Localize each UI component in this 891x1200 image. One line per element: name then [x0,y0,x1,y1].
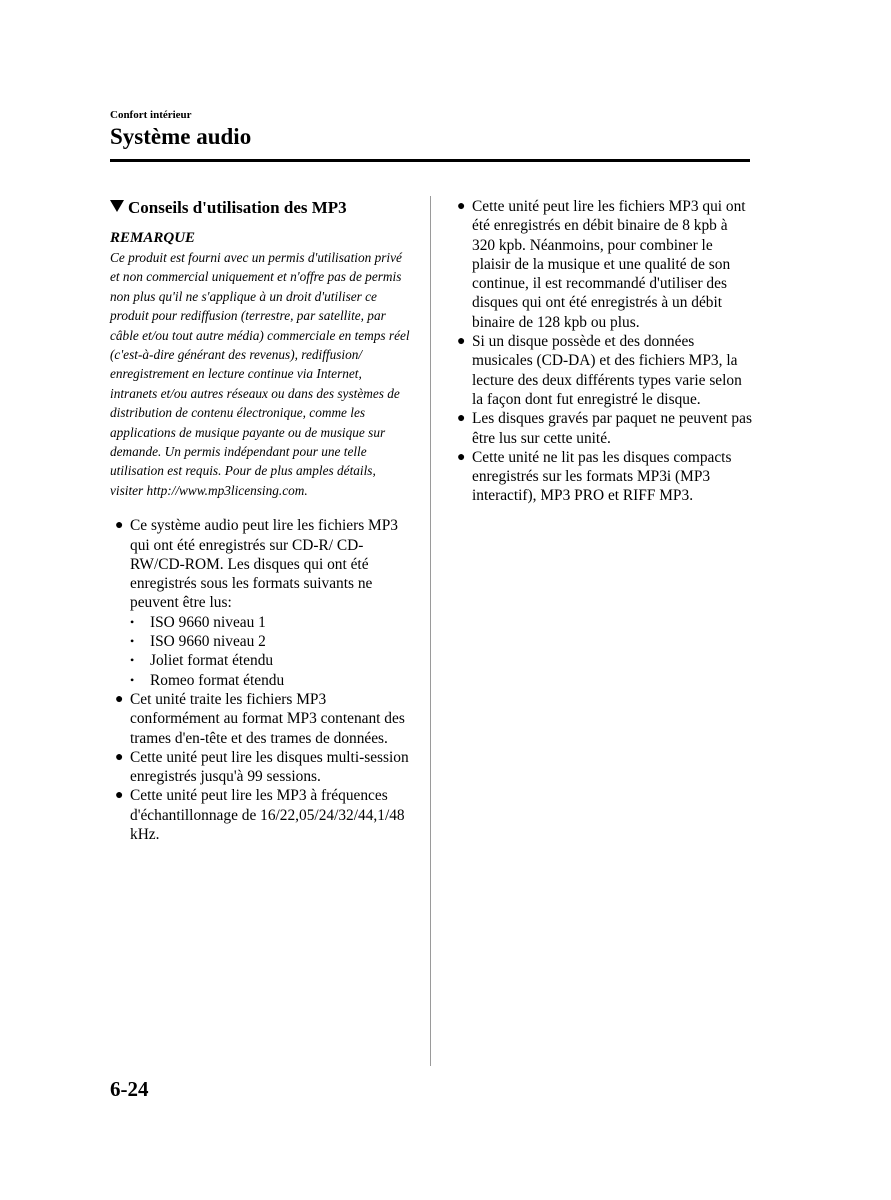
right-column [452,197,754,506]
list-item-text: Les disques gravés par paquet ne peuvent pas être lus sur cette unité. [472,410,752,447]
sublist-item [130,632,412,651]
note-title: REMARQUE [110,230,196,246]
bullet-icon: ● [457,334,466,350]
sub-bullet-icon: • [130,614,135,629]
list-item [452,448,754,506]
bullet-icon: ● [457,411,466,427]
note-text: Ce produit est fourni avec un permis d'utilisation privé et non commercial uniquement et n'offre pas de permis non plus qu'il ne s'applique à un droit d'utiliser ce produit pour rediffusion (terrestre, par satellite, par câble et/ou tout autre média) commerciale en temps réel (c'est-à-dire générant des revenus), rediffusion/ enregistrement en lecture continue via Internet, intranets et/ou autres réseaux ou dans des systèmes de distribution de contenu électronique, comme les applications de musique payante ou de musique sur demande. Un permis indépendant pour une telle utilisation est requis. Pour de plus amples détails, visiter http://www.mp3licensing.com. [110,250,410,498]
sub-bullet-icon: • [130,634,135,649]
list-item [110,748,412,787]
left-column [110,196,412,844]
list-item [110,786,412,844]
list-item-text: Cette unité peut lire les fichiers MP3 qui ont été enregistrés en débit binaire de 8 kpb à 320 kpb. Néanmoins, pour combiner le plaisir de la musique et une qualité de son continue, il est recommandé d'utiliser des disques qui ont été enregistrés à un débit binaire de 128 kpb ou plus. [472,198,746,331]
column-divider [430,196,431,1066]
sub-bullet-icon: • [130,653,135,668]
sublist-item-text: ISO 9660 niveau 2 [150,633,266,651]
triangle-down-icon [110,200,124,212]
sublist-item-text: Joliet format étendu [150,652,274,670]
sub-bullet-icon: • [130,672,135,687]
section-label: Confort intérieur [110,109,192,121]
sublist-item [130,671,412,690]
bullet-icon: ● [115,788,124,804]
list-item [452,332,754,409]
page-number: 6-24 [110,1077,149,1101]
bullet-icon: ● [115,691,124,707]
sublist-item-text: Romeo format étendu [150,671,285,689]
page-title: Système audio [110,124,252,149]
list-item-text: Cet unité traite les fichiers MP3 conformément au format MP3 contenant des trames d'en-tête et des trames de données. [130,690,405,747]
bullet-icon: ● [457,199,466,214]
section-heading-text: Conseils d'utilisation des MP3 [128,198,347,217]
sublist-item [130,613,412,632]
list-item-text: Cette unité ne lit pas les disques compacts enregistrés sur les formats MP3i (MP3 interactif), MP3 PRO et RIFF MP3. [472,448,732,505]
list-item-text: Ce système audio peut lire les fichiers MP3 qui ont été enregistrés sur CD-R/ CD-RW/CD-ROM. Les disques qui ont été enregistrés sous les formats suivants ne peuvent être lus: [130,517,398,612]
list-item-text: Cette unité peut lire les disques multi-session enregistrés jusqu'à 99 sessions. [130,748,409,786]
list-item [110,516,412,690]
left-bullet-list [110,516,412,844]
list-item-text: Si un disque possède et des données musicales (CD-DA) et des fichiers MP3, la lecture des deux différents types varie selon la façon dont fut enregistré le disque. [472,333,742,408]
bullet-icon: ● [115,749,124,765]
list-item [452,197,754,332]
list-item [452,409,754,448]
bullet-icon: ● [457,449,466,465]
sublist-item [130,651,412,670]
title-rule [110,159,750,162]
section-heading [110,196,412,220]
list-item [110,690,412,748]
right-bullet-list [452,197,754,506]
format-sublist [130,613,412,690]
sublist-item-text: ISO 9660 niveau 1 [150,613,266,631]
list-item-text: Cette unité peut lire les MP3 à fréquences d'échantillonnage de 16/22,05/24/32/44,1/48 kHz. [130,787,405,844]
bullet-icon: ● [115,518,124,534]
